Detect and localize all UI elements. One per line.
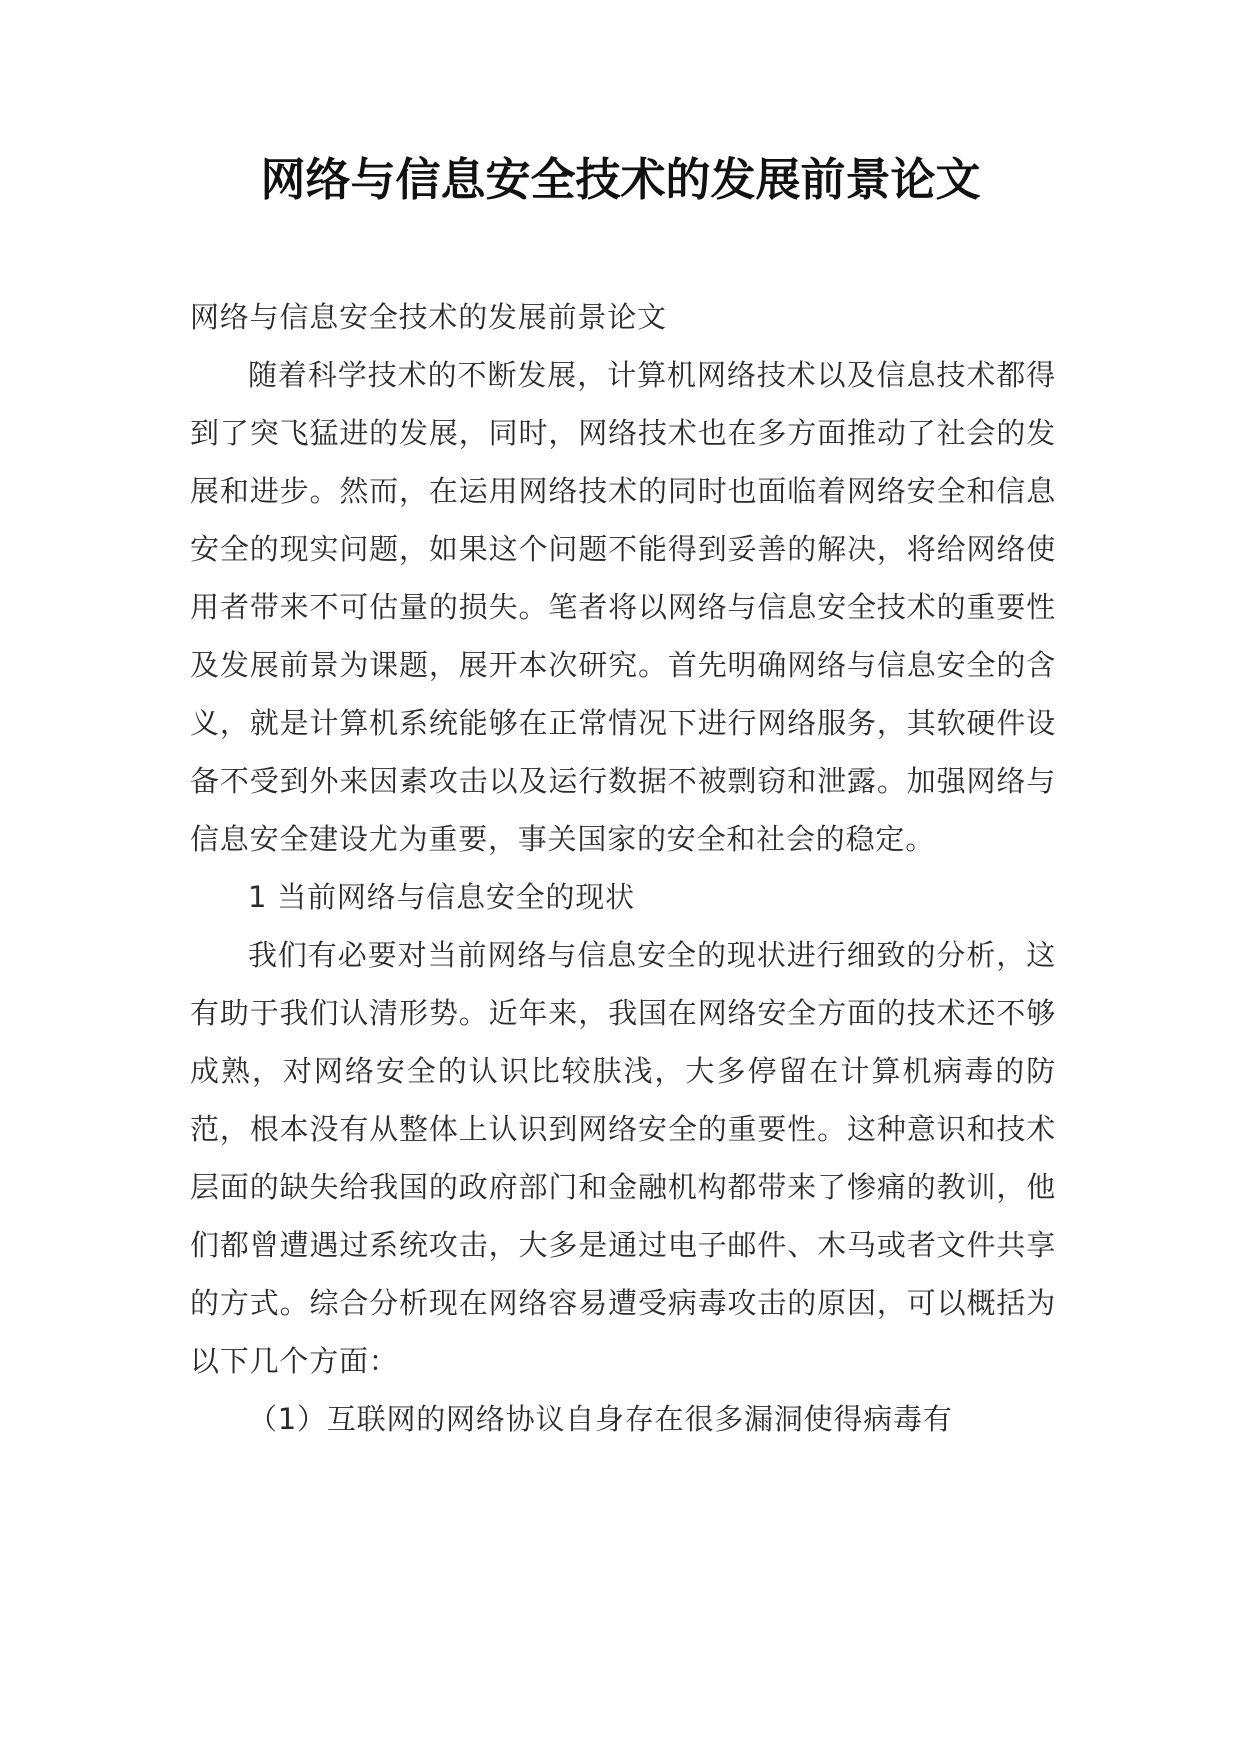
paragraph-intro: 随着科学技术的不断发展，计算机网络技术以及信息技术都得到了突飞猛进的发展，同时，网络技术也在多方面推动了社会的发展和进步。然而，在运用网络技术的同时也面临着网络安全和信息安全的现实问题，如果这个问题不能得到妥善的解决，将给网络使用者带来不可估量的损失。笔者将以网络与信息安全技术的重要性及发展前景为课题，展开本次研究。首先明确网络与信息安全的含义，就是计算机系统能够在正常情况下进行网络服务，其软硬件设备不受到外来因素攻击以及运行数据不被剽窃和泄露。加强网络与信息安全建设尤为重要，事关国家的安全和社会的稳定。 [190,358,1056,856]
document-title: 网络与信息安全技术的发展前景论文 [260,153,981,206]
document-body [190,288,1056,1448]
paragraph-status: 我们有必要对当前网络与信息安全的现状进行细致的分析，这有助于我们认清形势。近年来，我国在网络安全方面的技术还不够成熟，对网络安全的认识比较肤浅，大多停留在计算机病毒的防范，根本没有从整体上认识到网络安全的重要性。这种意识和技术层面的缺失给我国的政府部门和金融机构都带来了惨痛的教训，他们都曾遭遇过系统攻击，大多是通过电子邮件、木马或者文件共享的方式。综合分析现在网络容易遭受病毒攻击的原因，可以概括为以下几个方面： [190,938,1056,1378]
section-heading: 1 当前网络与信息安全的现状 [248,880,635,914]
paragraph-item-1: （1）互联网的网络协议自身存在很多漏洞使得病毒有 [248,1402,953,1436]
document-subtitle: 网络与信息安全技术的发展前景论文 [190,300,667,334]
